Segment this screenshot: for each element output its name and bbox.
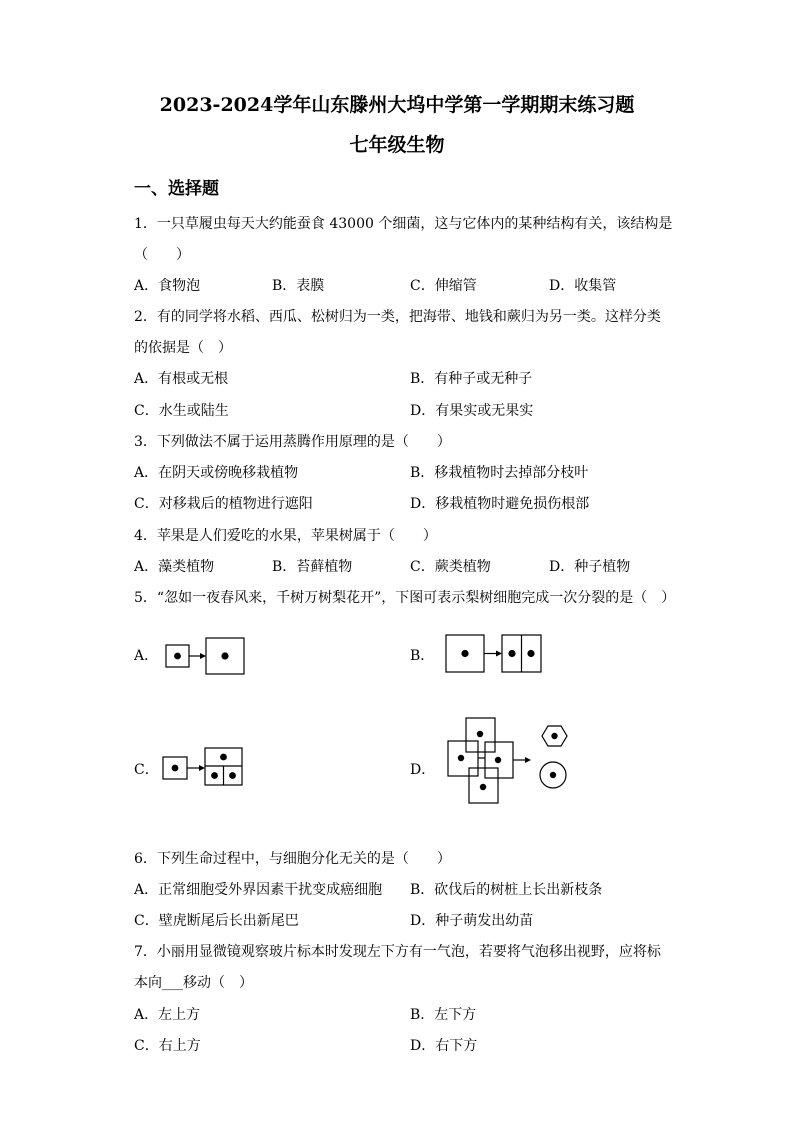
q3-option-b: B．移栽植物时去掉部分枝叶 <box>410 465 589 481</box>
q2-stem-line2: 的依据是（ ） <box>134 340 232 356</box>
q7-option-c: C．右上方 <box>134 1038 201 1054</box>
document-subtitle: 七年级生物 <box>349 134 445 156</box>
q1-option-c: C．伸缩管 <box>410 278 477 294</box>
q7-stem-line2: 本向___移动（ ） <box>134 975 253 991</box>
q7-option-a: A．左上方 <box>134 1007 201 1023</box>
q6-option-a: A．正常细胞受外界因素干扰变成癌细胞 <box>134 882 383 898</box>
q5-option-b-label: B． <box>410 648 435 664</box>
q1-option-b: B．表膜 <box>272 278 325 294</box>
q5-option-c-diagram <box>160 742 260 792</box>
q6-stem: 6．下列生命过程中，与细胞分化无关的是（ ） <box>134 851 451 867</box>
q6-option-d: D．种子萌发出幼苗 <box>410 913 534 929</box>
q4-option-b: B．苔藓植物 <box>272 559 353 575</box>
q3-stem: 3．下列做法不属于运用蒸腾作用原理的是（ ） <box>134 434 451 450</box>
q1-stem-line1: 1．一只草履虫每天大约能蚕食 43000 个细菌，这与它体内的某种结构有关，该结构是 <box>134 216 673 232</box>
section-heading: 一、选择题 <box>134 179 219 199</box>
q7-option-d: D．右下方 <box>410 1038 478 1054</box>
q5-option-a-diagram <box>160 634 260 680</box>
q4-option-a: A．藻类植物 <box>134 559 215 575</box>
document-title: 2023-2024学年山东滕州大坞中学第一学期期末练习题 <box>159 94 635 116</box>
q4-stem: 4．苹果是人们爱吃的水果，苹果树属于（ ） <box>134 528 437 544</box>
q1-stem-line2: （ ） <box>134 247 190 263</box>
q6-option-c: C．壁虎断尾后长出新尾巴 <box>134 913 299 929</box>
q1-option-d: D．收集管 <box>549 278 617 294</box>
q3-option-d: D．移栽植物时避免损伤根部 <box>410 496 590 512</box>
q2-option-b: B．有种子或无种子 <box>410 371 533 387</box>
q4-option-c: C．蕨类植物 <box>410 559 491 575</box>
q2-option-d: D．有果实或无果实 <box>410 403 534 419</box>
q2-option-a: A．有根或无根 <box>134 371 229 387</box>
q7-option-b: B．左下方 <box>410 1007 477 1023</box>
q6-option-b: B．砍伐后的树桩上长出新枝条 <box>410 882 603 898</box>
q3-option-a: A．在阴天或傍晚移栽植物 <box>134 465 299 481</box>
q5-stem: 5．“忽如一夜春风来，千树万树梨花开”，下图可表示梨树细胞完成一次分裂的是（ ） <box>134 590 676 606</box>
q1-option-a: A．食物泡 <box>134 278 201 294</box>
q3-option-c: C．对移栽后的植物进行遮阳 <box>134 496 313 512</box>
q2-stem-line1: 2．有的同学将水稻、西瓜、松树归为一类，把海带、地钱和蕨归为另一类。这样分类 <box>134 309 661 325</box>
q7-stem-line1: 7．小丽用显微镜观察玻片标本时发现左下方有一气泡，若要将气泡移出视野，应将标 <box>134 944 661 960</box>
q5-option-b-diagram <box>440 630 550 680</box>
q2-option-c: C．水生或陆生 <box>134 403 229 419</box>
q5-option-c-label: C． <box>134 762 159 778</box>
q4-option-d: D．种子植物 <box>549 559 631 575</box>
q5-option-d-label: D． <box>410 762 436 778</box>
q5-option-a-label: A． <box>134 648 159 664</box>
q5-option-d-diagram <box>440 712 580 812</box>
